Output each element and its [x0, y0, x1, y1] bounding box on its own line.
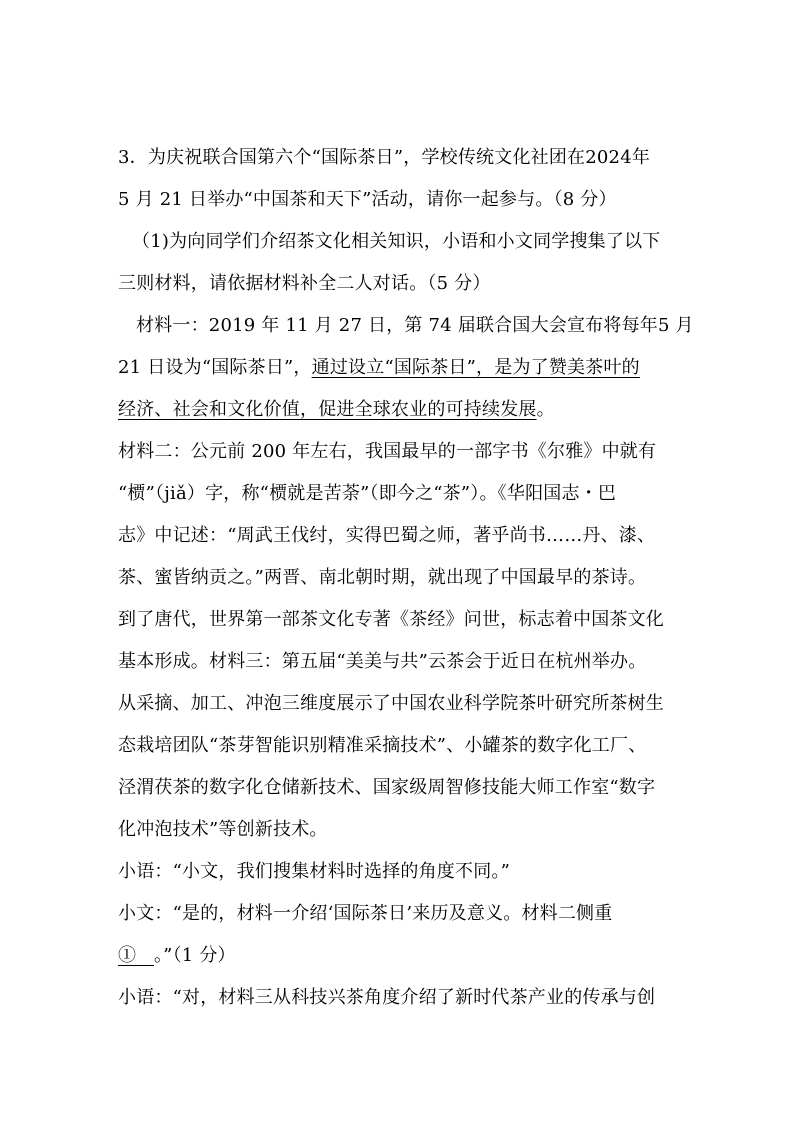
material1-underlined-text-2: 经济、社会和文化价值，促进全球农业的可持续发展: [118, 399, 537, 420]
material1-line-3-suffix: 。: [536, 399, 555, 420]
material3-line-2: 从采摘、加工、冲泡三维度展示了中国农业科学院茶叶研究所茶树生: [118, 693, 664, 714]
dialogue-line-1: 小语：“小文，我们搜集材料时选择的角度不同。”: [118, 861, 511, 882]
material1-line-1: 材料一：2019 年 11 月 27 日，第 74 届联合国大会宣布将每年5 月: [136, 315, 694, 336]
material2-line-3: 志》中记述：“周武王伐纣，实得巴蜀之师，著乎尚书……丹、漆、: [118, 525, 656, 546]
dialogue-line-4: 小语：“对，材料三从科技兴茶角度介绍了新时代茶产业的传承与创: [118, 987, 656, 1008]
material3-line-4: 泾渭茯茶的数字化仓储新技术、国家级周智修技能大师工作室“数字: [118, 777, 656, 798]
material2-line-1: 材料二：公元前 200 年左右，我国最早的一部字书《尔雅》中就有: [118, 441, 657, 462]
question-line-4: 三则材料，请依据材料补全二人对话。（5 分）: [118, 273, 491, 294]
material2-line-2: “槚”（jiǎ）字，称“槚就是苦荼”（即今之“茶”）。《华阳国志・巴: [118, 483, 617, 504]
question-line-1: 3．为庆祝联合国第六个“国际茶日”，学校传统文化社团在2024年: [118, 147, 651, 168]
material1-line-3: [118, 398, 555, 422]
material1-line-2-text: 21 日设为“国际茶日”，: [118, 357, 312, 378]
question-line-2: 5 月 21 日举办“中国茶和天下”活动，请你一起参与。（8 分）: [118, 189, 617, 210]
material1-underlined-text: 通过设立“国际茶日”，是为了赞美茶叶的: [311, 357, 640, 378]
material3-line-3: 态栽培团队“茶芽智能识别精准采摘技术”、小罐茶的数字化工厂、: [118, 735, 647, 756]
material2-line-4: 茶、蜜皆纳贡之。”两晋、南北朝时期，就出现了中国最早的茶诗。: [118, 567, 647, 588]
question-line-3: （1)为向同学们介绍茶文化相关知识，小语和小文同学搜集了以下: [132, 231, 661, 252]
material1-line-2: [118, 356, 640, 380]
dialogue-line-3: [118, 944, 236, 968]
material3-line-5: 化冲泡技术”等创新技术。: [118, 819, 328, 840]
dialogue-line-2: 小文：“是的，材料一介绍‘国际茶日’来历及意义。材料二侧重: [118, 903, 613, 924]
material2-line-5: 到了唐代，世界第一部茶文化专著《茶经》问世，标志着中国茶文化: [118, 609, 664, 630]
blank-marker: ①: [118, 945, 137, 966]
material3-line-1: 基本形成。材料三：第五届“美美与共”云茶会于近日在杭州举办。: [118, 651, 647, 672]
blank-suffix: 。”（1 分）: [153, 945, 236, 966]
answer-blank-1: [118, 945, 154, 966]
